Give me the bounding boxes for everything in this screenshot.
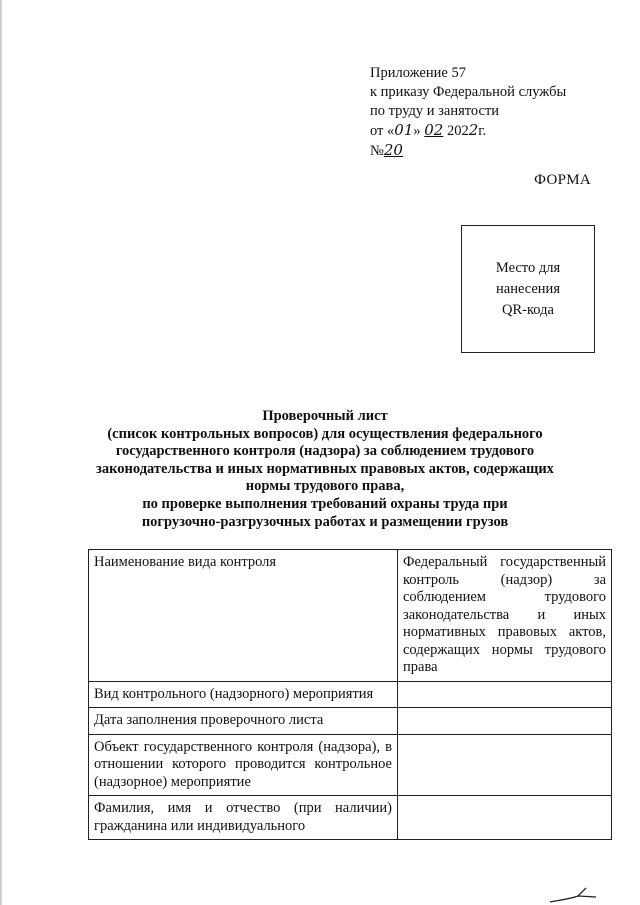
row-value bbox=[398, 681, 612, 708]
title-line: государственного контроля (надзора) за соблюдением трудового bbox=[115, 443, 535, 460]
handwritten-month: 02 bbox=[424, 121, 444, 139]
title-line: нормы трудового права, bbox=[245, 478, 405, 495]
qr-text-line: Место для bbox=[495, 259, 561, 276]
appendix-line: Приложение 57 bbox=[370, 65, 466, 81]
date-prefix: от « bbox=[370, 123, 395, 139]
table-row bbox=[89, 708, 612, 735]
date-suffix: г. bbox=[478, 123, 487, 139]
appendix-number bbox=[370, 141, 610, 161]
appendix-line: к приказу Федеральной службы bbox=[370, 84, 567, 100]
handwritten-day: 01 bbox=[394, 121, 414, 139]
table-row bbox=[89, 550, 612, 682]
forma-label: ФОРМА bbox=[534, 172, 591, 188]
qr-code-placeholder bbox=[461, 225, 595, 353]
handwritten-number: 20 bbox=[383, 141, 403, 159]
title-line: законодательства и иных нормативных правовых актов, содержащих bbox=[96, 460, 554, 477]
qr-text-line: QR-кода bbox=[502, 301, 554, 318]
title-line: Проверочный лист bbox=[262, 408, 388, 424]
handwritten-year-digit: 2 bbox=[468, 121, 479, 139]
date-year-prefix: 202 bbox=[443, 123, 469, 139]
table-row bbox=[89, 796, 612, 840]
signature-mark bbox=[548, 885, 598, 905]
row-value: Федеральный государственный контроль (надзор) за соблюдением трудового законодательства и иных нормативных правовых актов, содержащих нормы трудового права bbox=[398, 550, 612, 682]
row-label: Вид контрольного (надзорного) мероприятия bbox=[89, 681, 398, 708]
appendix-header bbox=[370, 64, 610, 161]
page-edge bbox=[0, 0, 2, 905]
document-title bbox=[80, 408, 570, 531]
row-value bbox=[398, 708, 612, 735]
row-label: Наименование вида контроля bbox=[89, 550, 398, 682]
table-row bbox=[89, 681, 612, 708]
row-value bbox=[398, 734, 612, 796]
number-prefix: № bbox=[370, 143, 384, 159]
row-value bbox=[398, 796, 612, 840]
appendix-line: по труду и занятости bbox=[370, 103, 500, 119]
title-line: погрузочно-разгрузочных работах и размещении грузов bbox=[141, 513, 509, 530]
title-line: по проверке выполнения требований охраны труда при bbox=[142, 495, 508, 512]
appendix-date bbox=[370, 121, 610, 141]
row-label: Фамилия, имя и отчество (при наличии) гражданина или индивидуального bbox=[89, 796, 398, 840]
table-row bbox=[89, 734, 612, 796]
row-label: Объект государственного контроля (надзора), в отношении которого проводится контрольное (надзорное) мероприятие bbox=[89, 734, 398, 796]
date-mid: » bbox=[413, 123, 425, 139]
qr-text-line: нанесения bbox=[496, 280, 560, 297]
row-label: Дата заполнения проверочного листа bbox=[89, 708, 398, 735]
control-info-table bbox=[88, 549, 612, 840]
title-line: (список контрольных вопросов) для осуществления федерального bbox=[107, 425, 543, 442]
